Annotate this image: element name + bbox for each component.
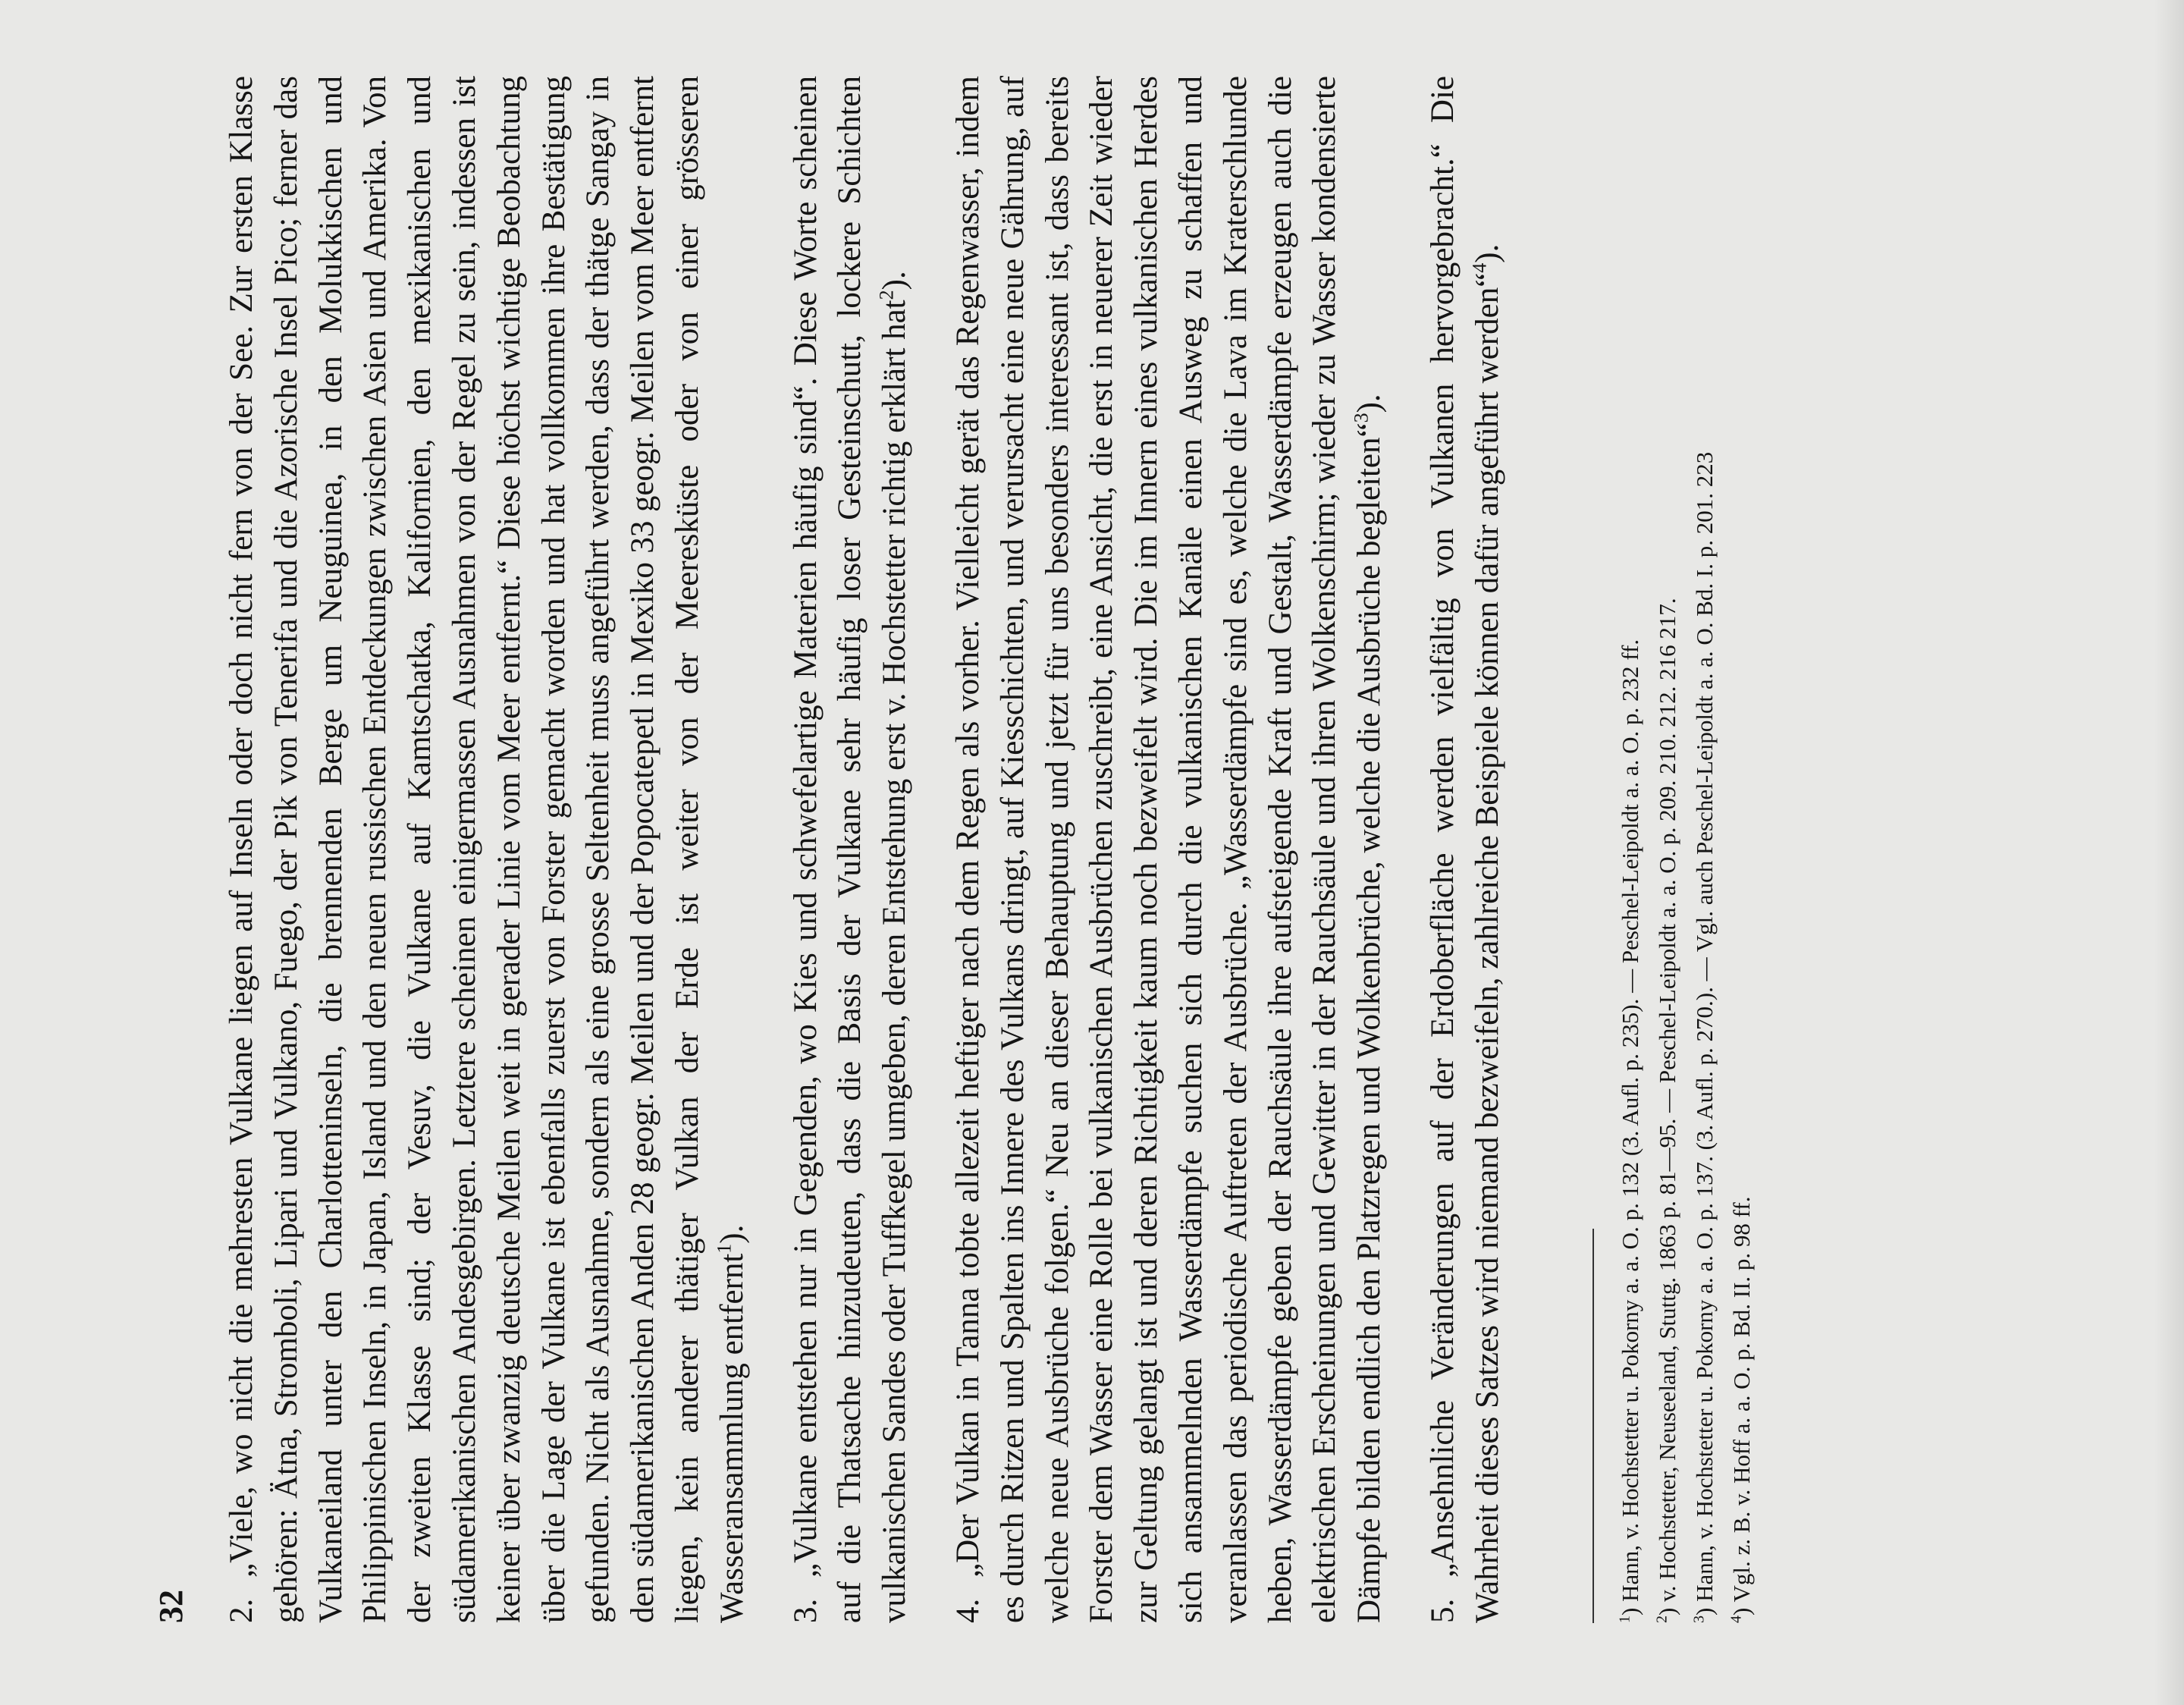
paragraph-number: 2. xyxy=(224,1598,259,1623)
paragraph-text: „Vulkane entstehen nur in Gegenden, wo Kies und schwefelartige Materien häufig sind“. Diese Worte scheinen auf die Thatsache hinzudeuten, dass die Basis der Vulkane sehr häufig loser Gesteinschutt, lockere Schichten vulkanischen Sandes oder Tuffkegel umgeben, deren Entstehung erst v. Hochstetter richtig erklärt hat xyxy=(787,76,913,1623)
paragraph-number: 3. xyxy=(787,1598,824,1623)
paragraph-end: ). xyxy=(1469,243,1505,263)
footnote-text: v. Hochstetter, Neuseeland, Stuttg. 1863 p. 81—95. — Peschel-Leipoldt a. a. O. p. 209. 210. 212. 216 217. xyxy=(1654,598,1680,1602)
footnote-1: $^1$) Hann, v. Hochstetter u. Pokorny a. a. O. p. 132 (3. Aufl. p. 235). — Peschel-Leipoldt a. a. O. p. 232 ff. xyxy=(1616,639,1643,1623)
paragraph-5 xyxy=(1421,76,1511,1623)
footnote-text: Hann, v. Hochstetter u. Pokorny a. a. O. p. 132 (3. Aufl. p. 235). — Peschel-Leipoldt a. a. O. p. 232 ff. xyxy=(1617,639,1643,1602)
paragraph-end: ). xyxy=(877,271,913,290)
footnote-mark: 4 xyxy=(1727,1616,1745,1623)
paragraph-3 xyxy=(784,76,918,1623)
footnote-4: $^4$) Vgl. z. B. v. Hoff a. a. O. p. Bd. II. p. 98 ff. xyxy=(1727,1196,1755,1623)
paragraph-4 xyxy=(946,76,1392,1623)
footnote-mark: 1 xyxy=(1616,1616,1633,1623)
footnote-text: Vgl. z. B. v. Hoff a. a. O. p. Bd. II. p. 98 ff. xyxy=(1728,1196,1755,1603)
footnote-ref: 2 xyxy=(875,290,898,300)
footnote-divider xyxy=(1592,1229,1594,1623)
paragraph-2 xyxy=(220,76,755,1623)
footnote-ref: 1 xyxy=(713,1243,736,1254)
paragraph-text: „Ansehnliche Veränderungen auf der Erdoberfläche werden vielfältig von Vulkanen hervorgebracht.“ Die Wahrheit dieses Satzes wird niemand bezweifeln, zahlreiche Beispiele können dafür angeführt werden“ xyxy=(1424,76,1505,1623)
paragraph-end: ). xyxy=(1351,394,1388,413)
main-text xyxy=(220,76,1539,1623)
paragraph-number: 5. xyxy=(1424,1598,1461,1623)
page-number: 32 xyxy=(152,1590,190,1623)
rotated-page xyxy=(152,76,2108,1623)
footnotes xyxy=(1611,76,1760,1623)
footnote-mark: 3 xyxy=(1690,1616,1708,1623)
footnote-text: Hann, v. Hochstetter u. Pokorny a. a. O. p. 137. (3. Aufl. p. 270.). — Vgl. auch Peschel-Leipoldt a. a. O. Bd. I. p. 201. 223 xyxy=(1691,451,1718,1602)
footnote-ref: 4 xyxy=(1468,262,1491,273)
footnote-2: $^2$) v. Hochstetter, Neuseeland, Stuttg. 1863 p. 81—95. — Peschel-Leipoldt a. a. O. p. 209. 210. 212. 216 217. xyxy=(1653,598,1680,1623)
paragraph-text: „Viele, wo nicht die mehresten Vulkane liegen auf Inseln oder doch nicht fern von der See. Zur ersten Klasse gehören: Ätna, Stromboli, Lipari und Vulkano, Fuego, der Pik von Tenerifa und die Azorische Insel Pico; ferner das Vulkaneiland unter den Charlotteninseln, die brennenden Berge um Neuguinea, in den Molukkischen und Philippinischen Inseln, in Japan, Island und den neuen russischen Entdeckungen zwischen Asien und Amerika. Von der zweiten Klasse sind; der Vesuv, die Vulkane auf Kamtschatka, Kalifornien, den mexikanischen und südamerikanischen Andesgebirgen. Letztere scheinen einigermassen Ausnahmen von der Regel zu sein, indessen ist keiner über zwanzig deutsche Meilen weit in gerader Linie vom Meer entfernt.“ Diese höchst wichtige Beobachtung über die Lage der Vulkane ist ebenfalls zuerst von Forster gemacht worden und hat vollkommen ihre Bestätigung gefunden. Nicht als Ausnahme, sondern als eine grosse Seltenheit muss angeführt werden, dass der thätge Sangay in den südamerikanischen Anden 28 geogr. Meilen und der Popocatepetl in Mexiko 33 geogr. Meilen vom Meer entfernt liegen, kein anderer thätiger Vulkan der Erde ist weiter von der Meeresküste oder von einer grösseren Wasseransammlung entfernt xyxy=(224,76,750,1623)
paragraph-text: „Der Vulkan in Tanna tobte allezeit heftiger nach dem Regen als vorher. Vielleicht gerät das Regenwasser, indem es durch Ritzen und Spalten ins Innere des Vulkans dringt, auf Kiesschichten, und verursacht eine neue Gährung, auf welche neue Ausbrüche folgen.“ Neu an dieser Behauptung und jetzt für uns besonders interessant ist, dass bereits Forster dem Wasser eine Rolle bei vulkanischen Ausbrüchen zuschreibt, eine Ansicht, die erst in neuerer Zeit wieder zur Geltung gelangt ist und deren Richtigkeit kaum noch bezweifelt wird. Die im Innern eines vulkanischen Herdes sich ansammelnden Wasserdämpfe suchen sich durch die vulkanischen Kanäle einen Ausweg zu schaffen und veranlassen das periodische Auftreten der Ausbrüche. „Wasserdämpfe sind es, welche die Lava im Kraterschlunde heben, Wasserdämpfe geben der Rauchsäule ihre aufsteigende Kraft und Gestalt, Wasserdämpfe erzeugen auch die elektrischen Erscheinungen und Gewitter in der Rauchsäule und ihren Wolkenschirm; wieder zu Wasser kondensierte Dämpfe bilden endlich den Platzregen und Wolkenbrüche, welche die Ausbrüche begleiten“ xyxy=(949,76,1388,1623)
footnote-3: $^3$) Hann, v. Hochstetter u. Pokorny a. a. O. p. 137. (3. Aufl. p. 270.). — Vgl. auch Peschel-Leipoldt a. a. O. Bd. I. p. 201. 223 xyxy=(1690,451,1718,1623)
footnote-ref: 3 xyxy=(1350,413,1373,423)
paragraph-end: ). xyxy=(714,1224,750,1244)
paragraph-number: 4. xyxy=(949,1598,986,1623)
scan-edge-shadow xyxy=(2154,0,2184,1705)
footnote-mark: 2 xyxy=(1653,1616,1671,1623)
